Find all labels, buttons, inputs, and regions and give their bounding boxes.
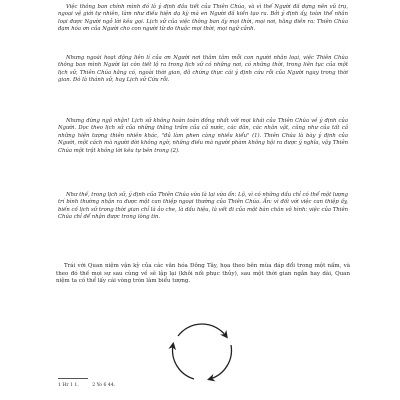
footnote-1: 1 Hr 1 1. <box>58 383 79 388</box>
cycle-arc-right <box>210 345 231 379</box>
paragraph-1: Việc thông ban chính mình đó là ý định đầu tiết của Thiên Chúa, và vì thế Người đã dựng nên vũ trụ, ngoại vệ giới tự nhiên, làm như điều hiện dạ kỳ mà en Người đã kiến tạo ra. Bởi ý định ấy, toàn thể nhân loại được Người ngỏ lời kêu gọi. Lịch sử của việc thông ban ấy mọi thời, mọi nơi, hằng điền ra: Thiên Chúa đạm hóa ơn của Người cho con người từ do thuộc mọi thời, mọi ngữ cảnh. <box>58 4 348 33</box>
footnote-divider <box>58 378 88 379</box>
paragraph-5: Trái với Quan niệm vận kỳ của các văn hóa Đông Tây, họa theo bên mùa đáp đổi trong một nấm, và theo đó thế mọi sự sau cùng về sẽ lập lại (khôi nối phục thủy), sau một thời gian ngắn hay dài, Quan niệm ta có thể lấy cái vòng tròn làm biểu tượng. <box>56 263 350 285</box>
paragraph-4: Như thế, trong lịch sử, ý định của Thiên Chúa vừa là lại vừa ẩn: Lộ, vì có những dấu chỉ có thể một lượng trí bình thường nhận ra được một can thiệp ngoại thường của Thiên Chúa. Ẩn: vì đối với việc can thiệp ấy, biến cố lịch sử trong thời gian chỉ là ảo che, là dấu hiệu, là vết đi của một bàn chân vô hình: việc của Thiên Chúa chỉ để nhận được trong lòng tin. <box>58 192 348 221</box>
cycle-arc-left <box>173 345 194 379</box>
footnote-2: 2 Yo 6 44. <box>92 383 116 388</box>
cycle-circle-figure <box>165 314 239 388</box>
paragraph-2: Nhưng ngoài hoạt động liên lí của ơn Người nơi thâm tâm mỗi con người nhân loại, việc Thiên Chúa thông ban mình Người lại còn tiết lộ ra trong lịch sử có những nơi, có những thời, trong liên tục của một lịch sử, Thiên Chúa hằng có, ngoài thời gian, đã chứng thực cái ý định cứu rỗi của Người ngay trong thời gian. Đó là thánh sử, hay Lịch sử Cứu rỗi. <box>58 55 348 84</box>
cycle-arc-top <box>178 324 226 336</box>
paragraph-3: Nhưng đừng ngộ nhận! Lịch sử không hoàn toàn đồng nhất với mọi khái của Thiên Chúa về ý định của Người. Dọc theo lịch sử của những thăng trầm của cả nước, các dân, các nhân vật, cũng như của tất cả những hiện tượng thiên nhiên khác, "đủ làm phen càng nhiều kiểu" (1). Thiên Chúa là bày ý định của Người, một cách mà người đời không ngờ, những điều mà người phàm không hội ra được ý nghĩa, vậy Thiên Chúa một trật không lời kêu tự bên trong (2). <box>58 118 348 154</box>
footnotes <box>58 383 127 389</box>
